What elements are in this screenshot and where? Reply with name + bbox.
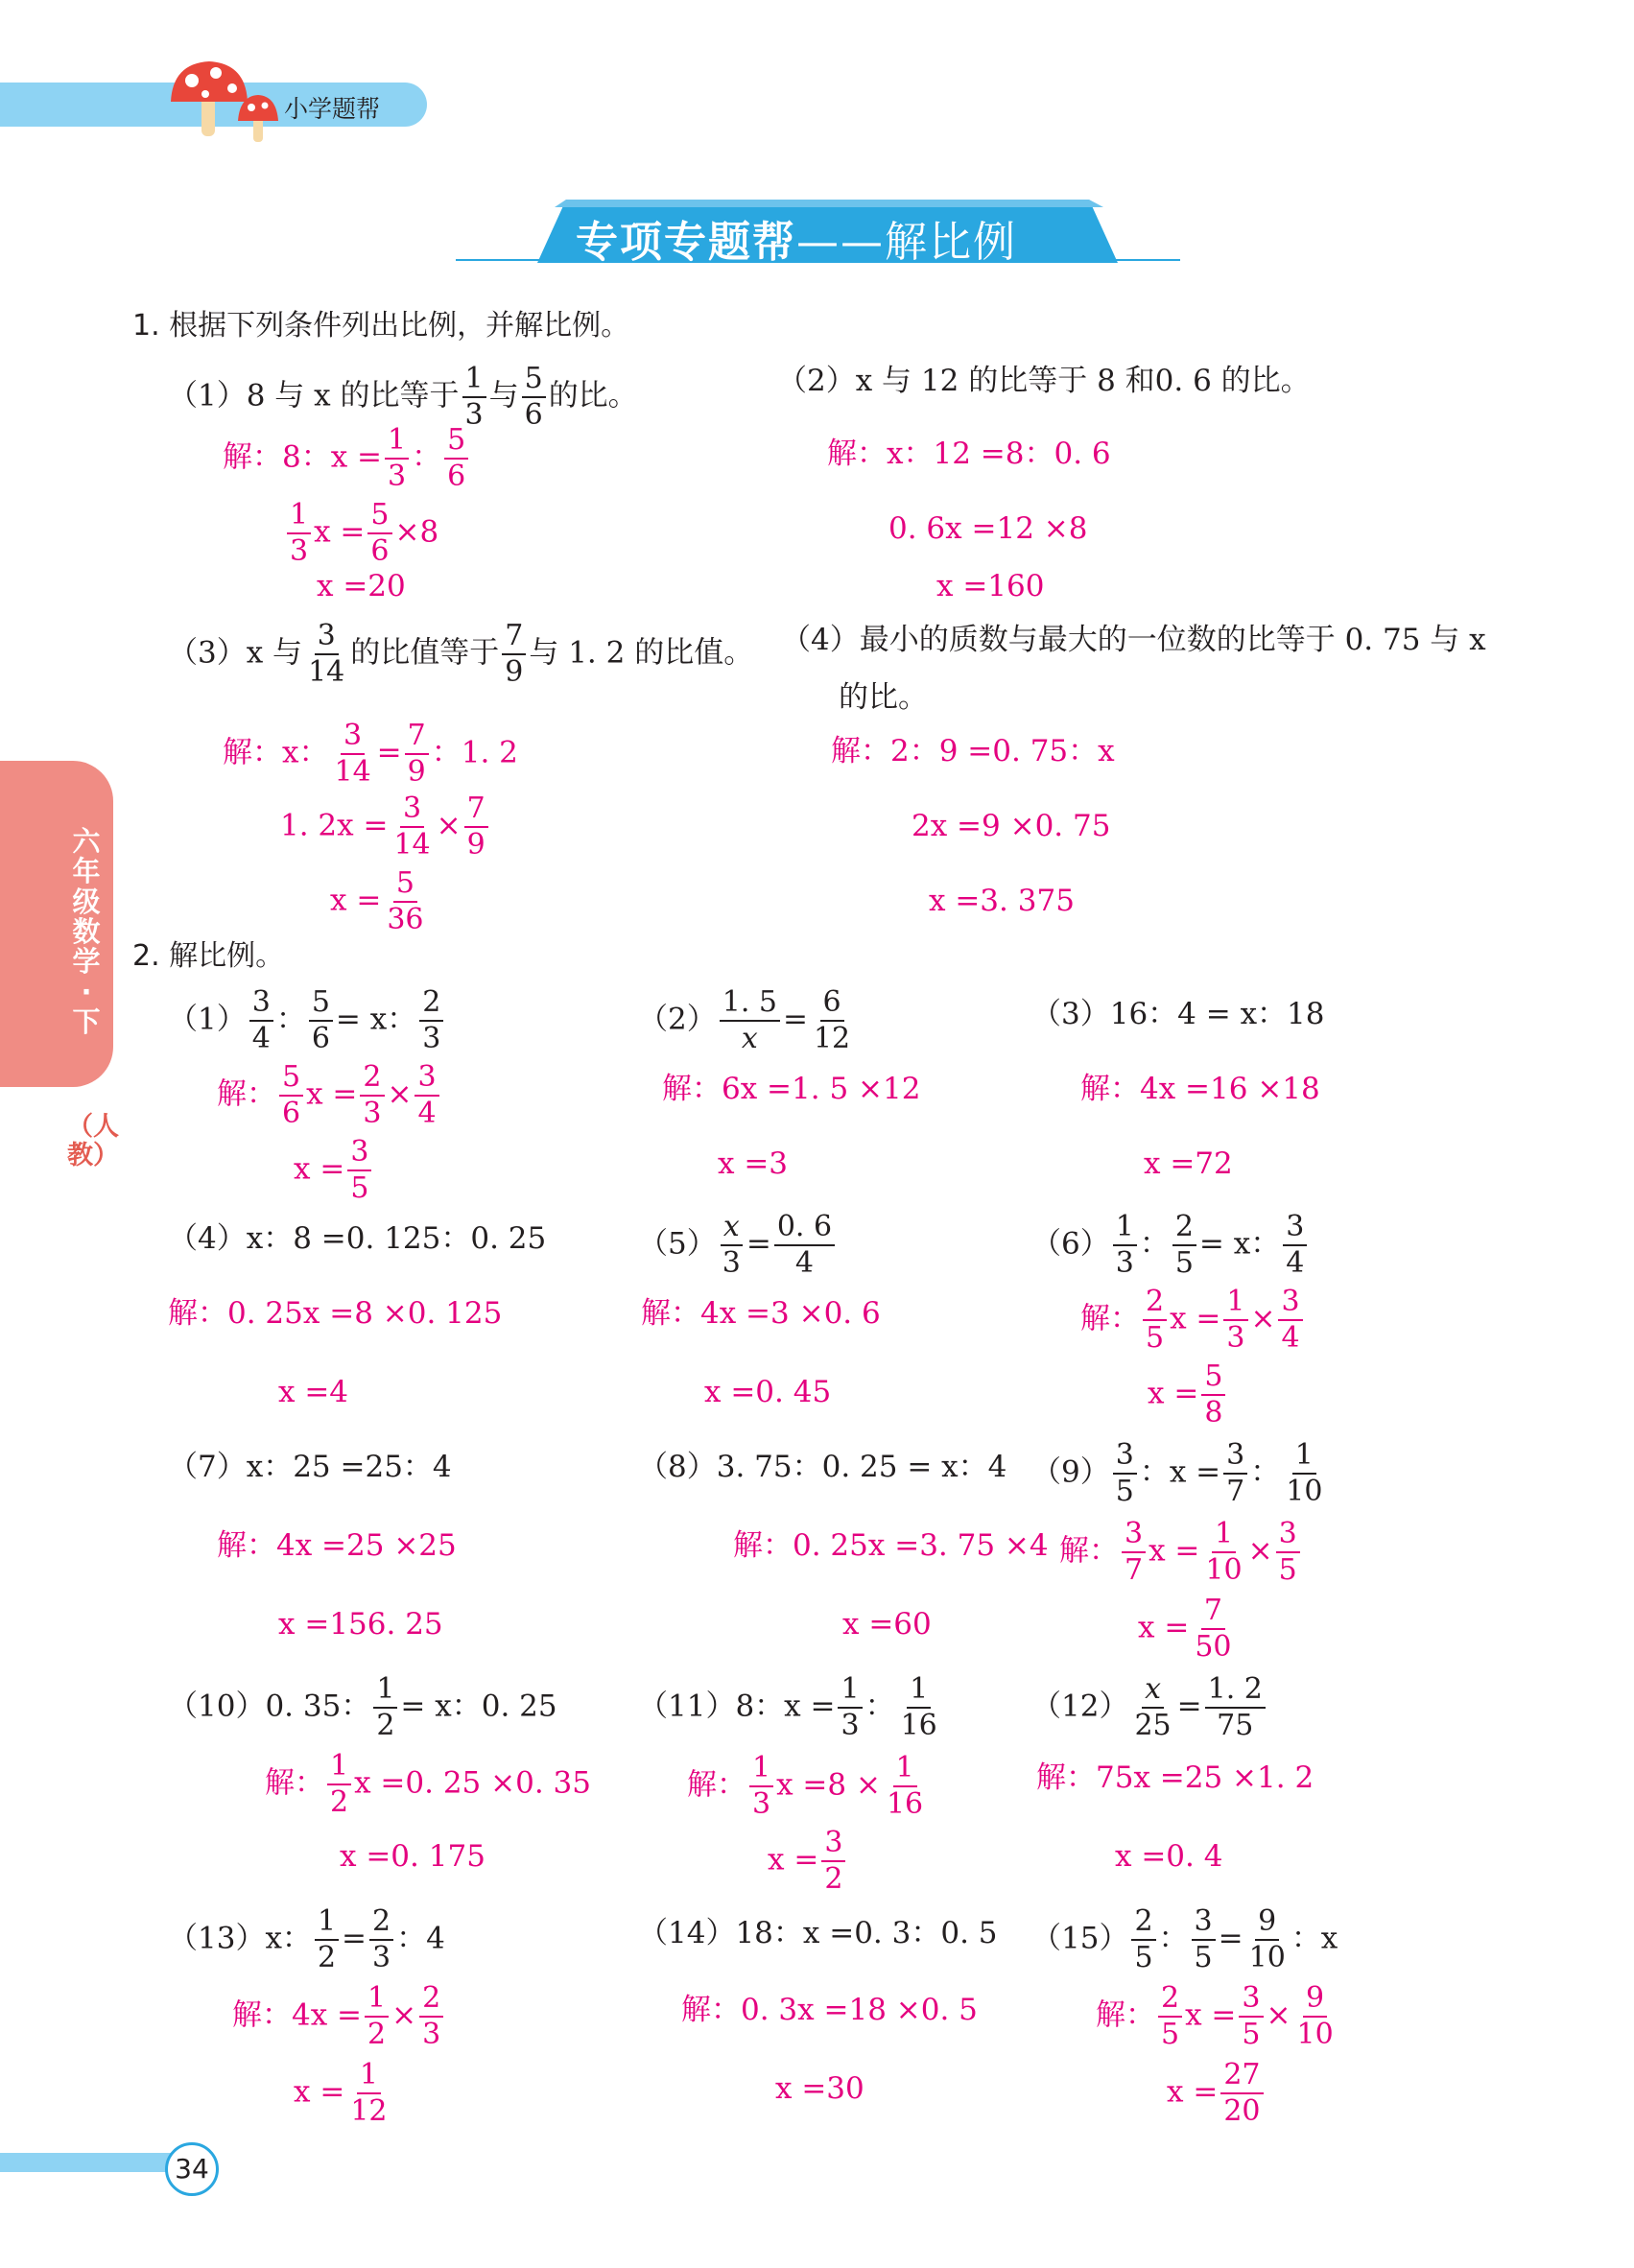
q2-1: （1） $\frac{3}{4}$ ： $\frac{5}{6}$ = x： $\frac{2}{3}$ xyxy=(168,988,446,1053)
section1-heading: 1. 根据下列条件列出比例，并解比例。 xyxy=(132,309,630,343)
grade-label: 六年级数学·下 xyxy=(72,825,101,1038)
a2-1-step2: x = $\frac{3}{5}$ xyxy=(294,1138,374,1203)
a1-4-step2: 2x =9 ×0. 75 xyxy=(912,809,1111,843)
a1-3-step3: x = $\frac{5}{36}$ xyxy=(330,866,424,936)
q2-13: （13）x： $\frac{1}{2}$ = $\frac{2}{3}$ ：4 xyxy=(168,1904,445,1974)
q2-6: （6） $\frac{1}{3}$ ： $\frac{2}{5}$ = x： $\frac{3}{4}$ xyxy=(1031,1213,1310,1278)
a2-6-step2: x = $\frac{5}{8}$ xyxy=(1148,1362,1228,1428)
page-title: 专项专题帮——解比例 xyxy=(576,218,1017,267)
a2-7-step1: 解：4x =25 ×25 xyxy=(217,1528,457,1563)
q2-10: （10）0. 35： $\frac{1}{2}$ = x：0. 25 xyxy=(168,1672,557,1742)
a2-14-step1: 解：0. 3x =18 ×0. 5 xyxy=(681,1993,978,2027)
mushroom-logo-icon xyxy=(163,58,288,149)
a2-10-step2: x =0. 175 xyxy=(340,1839,485,1874)
q1-1: （1）8 与 x 的比等于 $\frac{1}{3}$ 与 $\frac{5}{6}$ 的比。 xyxy=(168,362,638,432)
footer-bar xyxy=(0,2153,182,2172)
a1-3-step2: 1. 2x = $\frac{3}{14}$ × $\frac{7}{9}$ xyxy=(280,794,491,860)
a1-3-step1: 解：x： $\frac{3}{14}$ = $\frac{7}{9}$ ：1. 2 xyxy=(223,719,518,789)
q2-2: （2） $\frac{1. 5}{x}$ = $\frac{6}{12}$ xyxy=(638,985,851,1055)
a2-15-step1: 解： $\frac{2}{5}$ x = $\frac{3}{5}$ × $\frac{9}{10}$ xyxy=(1096,1981,1334,2051)
q2-11: （11）8：x = $\frac{1}{3}$ ： $\frac{1}{16}$ xyxy=(638,1672,937,1742)
a2-2-step1: 解：6x =1. 5 ×12 xyxy=(662,1072,921,1106)
a2-13-step2: x = $\frac{1}{12}$ xyxy=(294,2058,388,2128)
q2-8: （8）3. 75：0. 25 = x：4 xyxy=(638,1450,1007,1484)
a2-6-step1: 解： $\frac{2}{5}$ x = $\frac{1}{3}$ × $\frac{3}{4}$ xyxy=(1080,1288,1306,1353)
a2-9-step1: 解： $\frac{3}{7}$ x = $\frac{1}{10}$ × $\frac{3}{5}$ xyxy=(1059,1520,1303,1585)
q1-3: （3）x 与 $\frac{3}{14}$ 的比值等于 $\frac{7}{9}$ 与 1. 2 的比值。 xyxy=(168,619,754,689)
section2-heading: 2. 解比例。 xyxy=(132,939,285,973)
edition-label: （人教） xyxy=(67,1112,119,1170)
q1-2: （2）x 与 12 的比等于 8 和0. 6 的比。 xyxy=(777,364,1311,398)
q2-12: （12） $\frac{x}{25}$ = $\frac{1. 2}{75}$ xyxy=(1031,1675,1268,1740)
page-number: 34 xyxy=(165,2142,219,2196)
a2-2-step2: x =3 xyxy=(718,1146,789,1181)
q1-4-line2: 的比。 xyxy=(839,680,928,715)
a2-3-step1: 解：4x =16 ×18 xyxy=(1080,1072,1320,1106)
a2-12-step2: x =0. 4 xyxy=(1115,1839,1223,1874)
a2-11-step2: x = $\frac{3}{2}$ xyxy=(768,1829,848,1894)
q2-4: （4）x：8 =0. 125：0. 25 xyxy=(168,1221,547,1256)
a1-2-step2: 0. 6x =12 ×8 xyxy=(888,511,1088,546)
q2-5: （5） $\frac{x}{3}$ = $\frac{0. 6}{4}$ xyxy=(638,1213,838,1278)
a2-13-step1: 解：4x = $\frac{1}{2}$ × $\frac{2}{3}$ xyxy=(232,1984,446,2049)
q2-3: （3）16：4 = x：18 xyxy=(1031,997,1325,1031)
q2-15: （15） $\frac{2}{5}$ ： $\frac{3}{5}$ = $\frac{9}{10}$ ：x xyxy=(1031,1904,1338,1974)
a2-8-step2: x =60 xyxy=(842,1607,932,1642)
q2-14: （14）18：x =0. 3：0. 5 xyxy=(638,1916,998,1950)
q2-7: （7）x：25 =25：4 xyxy=(168,1450,452,1484)
a1-2-step3: x =160 xyxy=(936,569,1045,603)
a2-5-step2: x =0. 45 xyxy=(704,1375,832,1409)
a2-4-step1: 解：0. 25x =8 ×0. 125 xyxy=(168,1296,503,1331)
a1-1-step3: x =20 xyxy=(317,569,406,603)
a2-3-step2: x =72 xyxy=(1144,1146,1233,1181)
a2-10-step1: 解： $\frac{1}{2}$ x =0. 25 ×0. 35 xyxy=(265,1749,591,1819)
a2-8-step1: 解：0. 25x =3. 75 ×4 xyxy=(733,1528,1049,1563)
a2-5-step1: 解：4x =3 ×0. 6 xyxy=(641,1296,881,1331)
brand-label: 小学题帮 xyxy=(284,95,381,123)
a2-11-step1: 解： $\frac{1}{3}$ x =8 × $\frac{1}{16}$ xyxy=(687,1751,924,1821)
a2-7-step2: x =156. 25 xyxy=(278,1607,443,1642)
a2-1-step1: 解： $\frac{5}{6}$ x = $\frac{2}{3}$ × $\frac{3}{4}$ xyxy=(217,1063,442,1128)
q1-4-line1: （4）最小的质数与最大的一位数的比等于 0. 75 与 x xyxy=(781,623,1486,657)
a2-4-step2: x =4 xyxy=(278,1375,349,1409)
a2-9-step2: x = $\frac{7}{50}$ xyxy=(1138,1594,1232,1664)
a1-2-step1: 解：x：12 =8：0. 6 xyxy=(827,437,1111,471)
a1-4-step1: 解：2：9 =0. 75：x xyxy=(831,734,1115,768)
a2-14-step2: x =30 xyxy=(775,2071,864,2106)
a1-1-step2: $\frac{1}{3}$ x = $\frac{5}{6}$ ×8 xyxy=(284,501,438,566)
q2-9: （9） $\frac{3}{5}$ ：x = $\frac{3}{7}$ ： $\frac{1}{10}$ xyxy=(1031,1438,1323,1508)
a2-15-step2: x = $\frac{27}{20}$ xyxy=(1167,2061,1267,2126)
a1-1-step1: 解：8：x = $\frac{1}{3}$ ： $\frac{5}{6}$ xyxy=(223,426,471,491)
a1-4-step3: x =3. 375 xyxy=(929,884,1075,918)
a2-12-step1: 解：75x =25 ×1. 2 xyxy=(1036,1760,1314,1795)
